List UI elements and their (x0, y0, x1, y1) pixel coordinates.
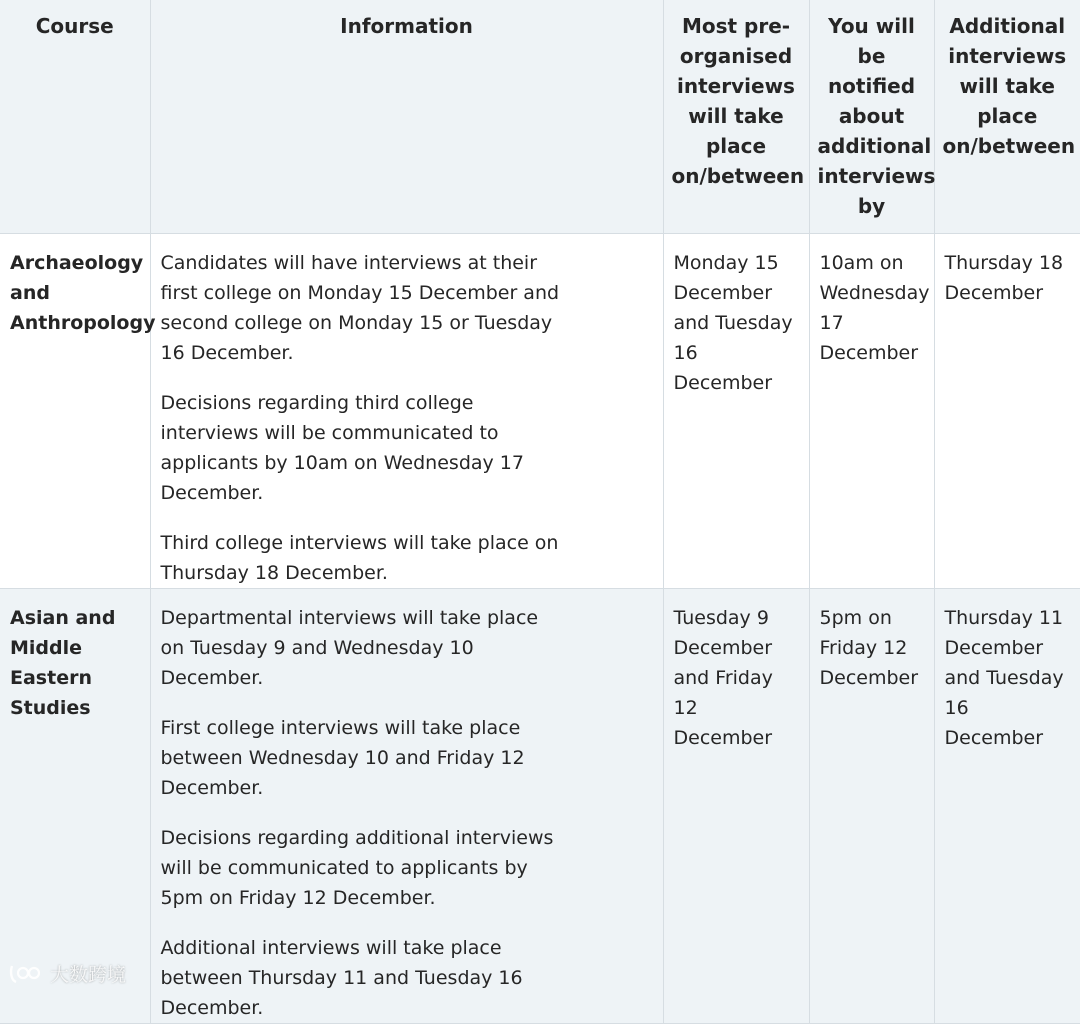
additional-cell: Thursday 11 December and Tuesday 16 December (934, 588, 1080, 1023)
info-paragraph: Candidates will have interviews at their first college on Monday 15 December and second college on Monday 15 or Tuesday 16 December. (160, 251, 560, 364)
course-cell: Archaeology and Anthropology (0, 233, 150, 588)
info-paragraph: Departmental interviews will take place on Tuesday 9 and Wednesday 10 December. (160, 606, 539, 689)
header-notified-by: You will be notified about additional interviews by (809, 0, 934, 233)
information-cell (150, 233, 663, 588)
preorganised-cell: Tuesday 9 December and Friday 12 December (663, 588, 809, 1023)
notified-by-cell: 10am on Wednesday 17 December (809, 233, 934, 588)
additional-cell: Thursday 18 December (934, 233, 1080, 588)
course-cell: Asian and Middle Eastern Studies (0, 588, 150, 1023)
table-row (0, 588, 1080, 1023)
header-row (0, 0, 1080, 233)
table-row (0, 233, 1080, 588)
notified-by-cell: 5pm on Friday 12 December (809, 588, 934, 1023)
watermark (8, 960, 126, 987)
info-paragraph: Decisions regarding additional interviews will be communicated to applicants by 5pm on Friday 12 December. (160, 826, 554, 909)
info-paragraph: Third college interviews will take place on Thursday 18 December. (160, 531, 559, 584)
watermark-text: 大数跨境 (50, 964, 127, 986)
preorganised-cell: Monday 15 December and Tuesday 16 December (663, 233, 809, 588)
information-cell (150, 588, 663, 1023)
info-paragraph: First college interviews will take place between Wednesday 10 and Friday 12 December. (160, 716, 525, 799)
brand-logo-icon (8, 962, 46, 986)
info-paragraph: Additional interviews will take place between Thursday 11 and Tuesday 16 December. (160, 936, 523, 1019)
header-course: Course (0, 0, 150, 233)
header-information: Information (150, 0, 663, 233)
table-header (0, 0, 1080, 233)
info-paragraph: Decisions regarding third college interviews will be communicated to applicants by 10am on Wednesday 17 December. (160, 391, 524, 504)
header-preorganised: Most pre-organised interviews will take place on/between (663, 0, 809, 233)
table-body (0, 233, 1080, 1023)
header-additional: Additional interviews will take place on/between (934, 0, 1080, 233)
